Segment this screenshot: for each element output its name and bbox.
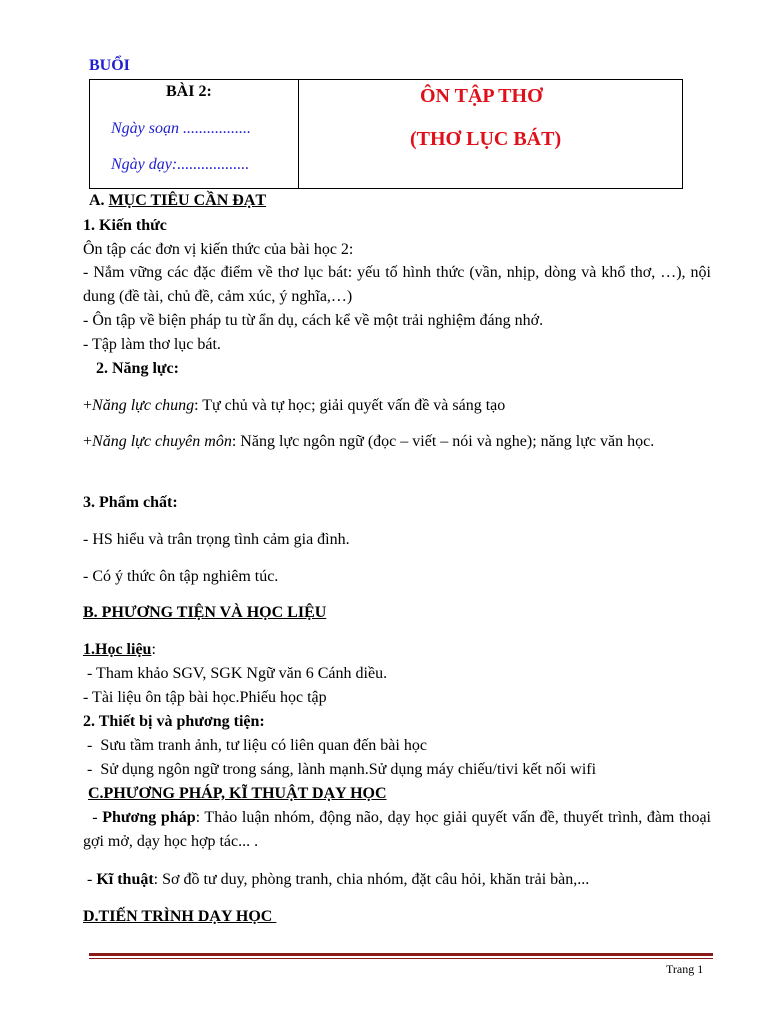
materials-item-1: - Tham khảo SGV, SGK Ngữ văn 6 Cánh diều. bbox=[83, 665, 388, 682]
quality-item-2: - Có ý thức ôn tập nghiêm túc. bbox=[83, 568, 279, 585]
technique-label: Kĩ thuật bbox=[96, 871, 154, 888]
materials-heading: 1.Học liệu bbox=[83, 641, 152, 658]
page-number: Trang 1 bbox=[666, 962, 704, 976]
materials-colon: : bbox=[151, 641, 156, 658]
knowledge-item-1: - Nắm vững các đặc điểm về thơ lục bát: yếu tố hình thức (vần, nhịp, dòng và khổ thơ, …), nội dung (đề tài, chủ đề, cảm xúc, ý nghĩa,…) bbox=[83, 264, 711, 305]
knowledge-heading: 1. Kiến thức bbox=[83, 217, 167, 234]
general-text: : Tự chủ và tự học; giải quyết vấn đề và sáng tạo bbox=[194, 397, 506, 414]
lesson-title-line2: (THƠ LỤC BÁT) bbox=[410, 128, 562, 150]
method-text: : Thảo luận nhóm, động não, dạy học giải quyết vấn đề, thuyết trình, đàm thoại gợi mở, dạy học hợp tác... . bbox=[83, 809, 716, 850]
materials-heading-line bbox=[83, 640, 156, 660]
knowledge-item-2: - Ôn tập về biện pháp tu từ ẩn dụ, cách kể về một trải nghiệm đáng nhớ. bbox=[83, 312, 544, 329]
technique-prefix: - bbox=[83, 871, 97, 888]
section-a-prefix: A. bbox=[89, 192, 109, 209]
specialized-label: Năng lực chuyên môn bbox=[92, 433, 232, 450]
section-a-title: MỤC TIÊU CẦN ĐẠT bbox=[108, 192, 267, 209]
equipment-item-2: - Sử dụng ngôn ngữ trong sáng, lành mạnh.Sử dụng máy chiếu/tivi kết nối wifi bbox=[83, 761, 597, 778]
specialized-text: : Năng lực ngôn ngữ (đọc – viết – nói và nghe); năng lực văn học. bbox=[231, 433, 655, 450]
materials-item-2: - Tài liệu ôn tập bài học.Phiếu học tập bbox=[83, 689, 327, 706]
section-c-heading: C.PHƯƠNG PHÁP, KĨ THUẬT DẠY HỌC bbox=[88, 785, 387, 802]
prepared-date: Ngày soạn ................. bbox=[111, 120, 251, 137]
session-label: BUỔI bbox=[89, 57, 130, 74]
table-divider bbox=[298, 80, 299, 188]
section-a-heading bbox=[89, 191, 266, 211]
method-label: Phương pháp bbox=[102, 809, 196, 826]
lesson-title-line1: ÔN TẬP THƠ bbox=[420, 85, 543, 107]
method-paragraph bbox=[83, 806, 716, 854]
lesson-number: BÀI 2: bbox=[166, 83, 212, 100]
competence-heading: 2. Năng lực: bbox=[96, 360, 179, 377]
footer-rule-thin bbox=[89, 958, 713, 959]
equipment-heading: 2. Thiết bị và phương tiện: bbox=[83, 713, 265, 730]
general-competence bbox=[83, 396, 505, 416]
specialized-prefix: + bbox=[83, 433, 93, 450]
section-d-heading: D.TIẾN TRÌNH DẠY HỌC bbox=[83, 908, 277, 925]
knowledge-intro: Ôn tập các đơn vị kiến thức của bài học 2: bbox=[83, 241, 354, 258]
teaching-date: Ngày dạy:.................. bbox=[111, 156, 250, 173]
equipment-item-1: - Sưu tầm tranh ảnh, tư liệu có liên quan đến bài học bbox=[83, 737, 427, 754]
general-label: Năng lực chung bbox=[92, 397, 195, 414]
quality-heading: 3. Phẩm chất: bbox=[83, 494, 178, 511]
specialized-competence bbox=[83, 430, 711, 454]
knowledge-item-3: - Tập làm thơ lục bát. bbox=[83, 336, 221, 353]
footer-rule bbox=[89, 953, 713, 956]
method-prefix: - bbox=[83, 809, 103, 826]
technique-paragraph bbox=[83, 870, 589, 890]
quality-item-1: - HS hiểu và trân trọng tình cảm gia đình. bbox=[83, 531, 350, 548]
technique-text: : Sơ đồ tư duy, phòng tranh, chia nhóm, đặt câu hỏi, khăn trải bàn,... bbox=[153, 871, 590, 888]
section-b-heading: B. PHƯƠNG TIỆN VÀ HỌC LIỆU bbox=[83, 604, 327, 621]
general-prefix: + bbox=[83, 397, 93, 414]
